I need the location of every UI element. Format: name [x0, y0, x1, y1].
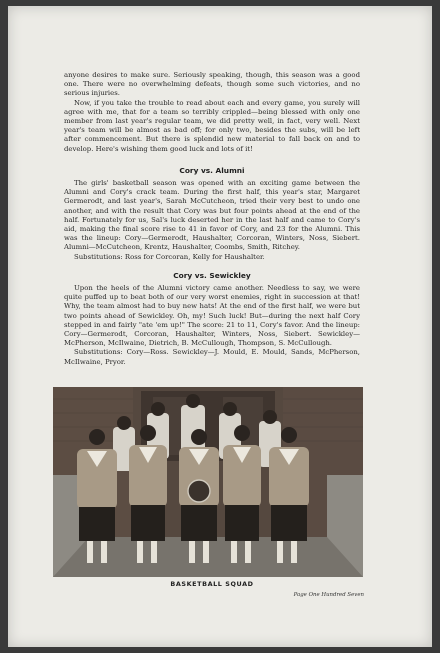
- sewickley-text: [64, 284, 360, 367]
- basketball-icon: [188, 480, 210, 502]
- sewickley-paragraph: Upon the heels of the Alumni victory came another. Needless to say, we were quite puffed up to beat both of our very worst enemies, right in succession at that! Why, the team almost had to buy new hats! At the end of the first half, we were but two points ahead of Sewickley. Oh, my! Such luck! But—during the next half Cory stepped in and fairly "ate 'em up!" The score: 21 to 11, Cory's favor. And the lineup: Cory—Germerodt, Corcoran, Haushalter, Winters, Noss, Siebert. Sewickley—McPherson, McIlwaine, Dietrich, B. McCullough, Thompson, S. McCullough.: [64, 284, 360, 348]
- intro-text: [64, 71, 360, 154]
- alumni-paragraph: The girls' basketball season was opened with an exciting game between the Alumni and Cory's crack team. During the first half, this year's star, Margaret Germerodt, and last year's, Sarah McCutcheon, tried their very best to undo one another, and with the result that Cory was but four points ahead at the end of the half. Fortunately for us, Sal's luck deserted her in the last half and came to Cory's aid, making the final score rise to 41 in favor of Cory, and 23 for the Alumni. This was the lineup: Cory—Germerodt, Haushalter, Corcoran, Winters, Noss, Siebert. Alumni—McCutcheon, Krentz, Haushalter, Coombs, Smith, Ritchey.: [64, 179, 360, 252]
- section-heading-sewickley: Cory vs. Sewickley: [173, 271, 251, 280]
- alumni-text: [64, 179, 360, 262]
- team-photo: [53, 387, 363, 577]
- photo-caption: BASKETBALL SQUAD: [170, 580, 254, 588]
- sewickley-paragraph: Substitutions: Cory—Ross. Sewickley—J. Mould, E. Mould, Sands, McPherson, McIlwaine, Pryor.: [64, 348, 360, 366]
- intro-paragraph: anyone desires to make sure. Seriously speaking, though, this season was a good one. There were no overwhelming defeats, though some such victories, and no serious injuries.: [64, 71, 360, 98]
- page-number: Page One Hundred Seven: [293, 592, 364, 598]
- intro-paragraph: Now, if you take the trouble to read about each and every game, you surely will agree with me, that for a team so terribly crippled—being blessed with only one member from last year's regular team, we did pretty well, in fact, very well. Next year's team will be almost as bad off; for only two, besides the subs, will be left after commencement. But there is splendid new material to fall back on and to develop. Here's wishing them good luck and lots of it!: [64, 98, 360, 153]
- alumni-paragraph: Substitutions: Ross for Corcoran, Kelly for Haushalter.: [74, 252, 265, 261]
- team-photo-drawing: [53, 387, 363, 577]
- section-heading-alumni: Cory vs. Alumni: [179, 166, 245, 175]
